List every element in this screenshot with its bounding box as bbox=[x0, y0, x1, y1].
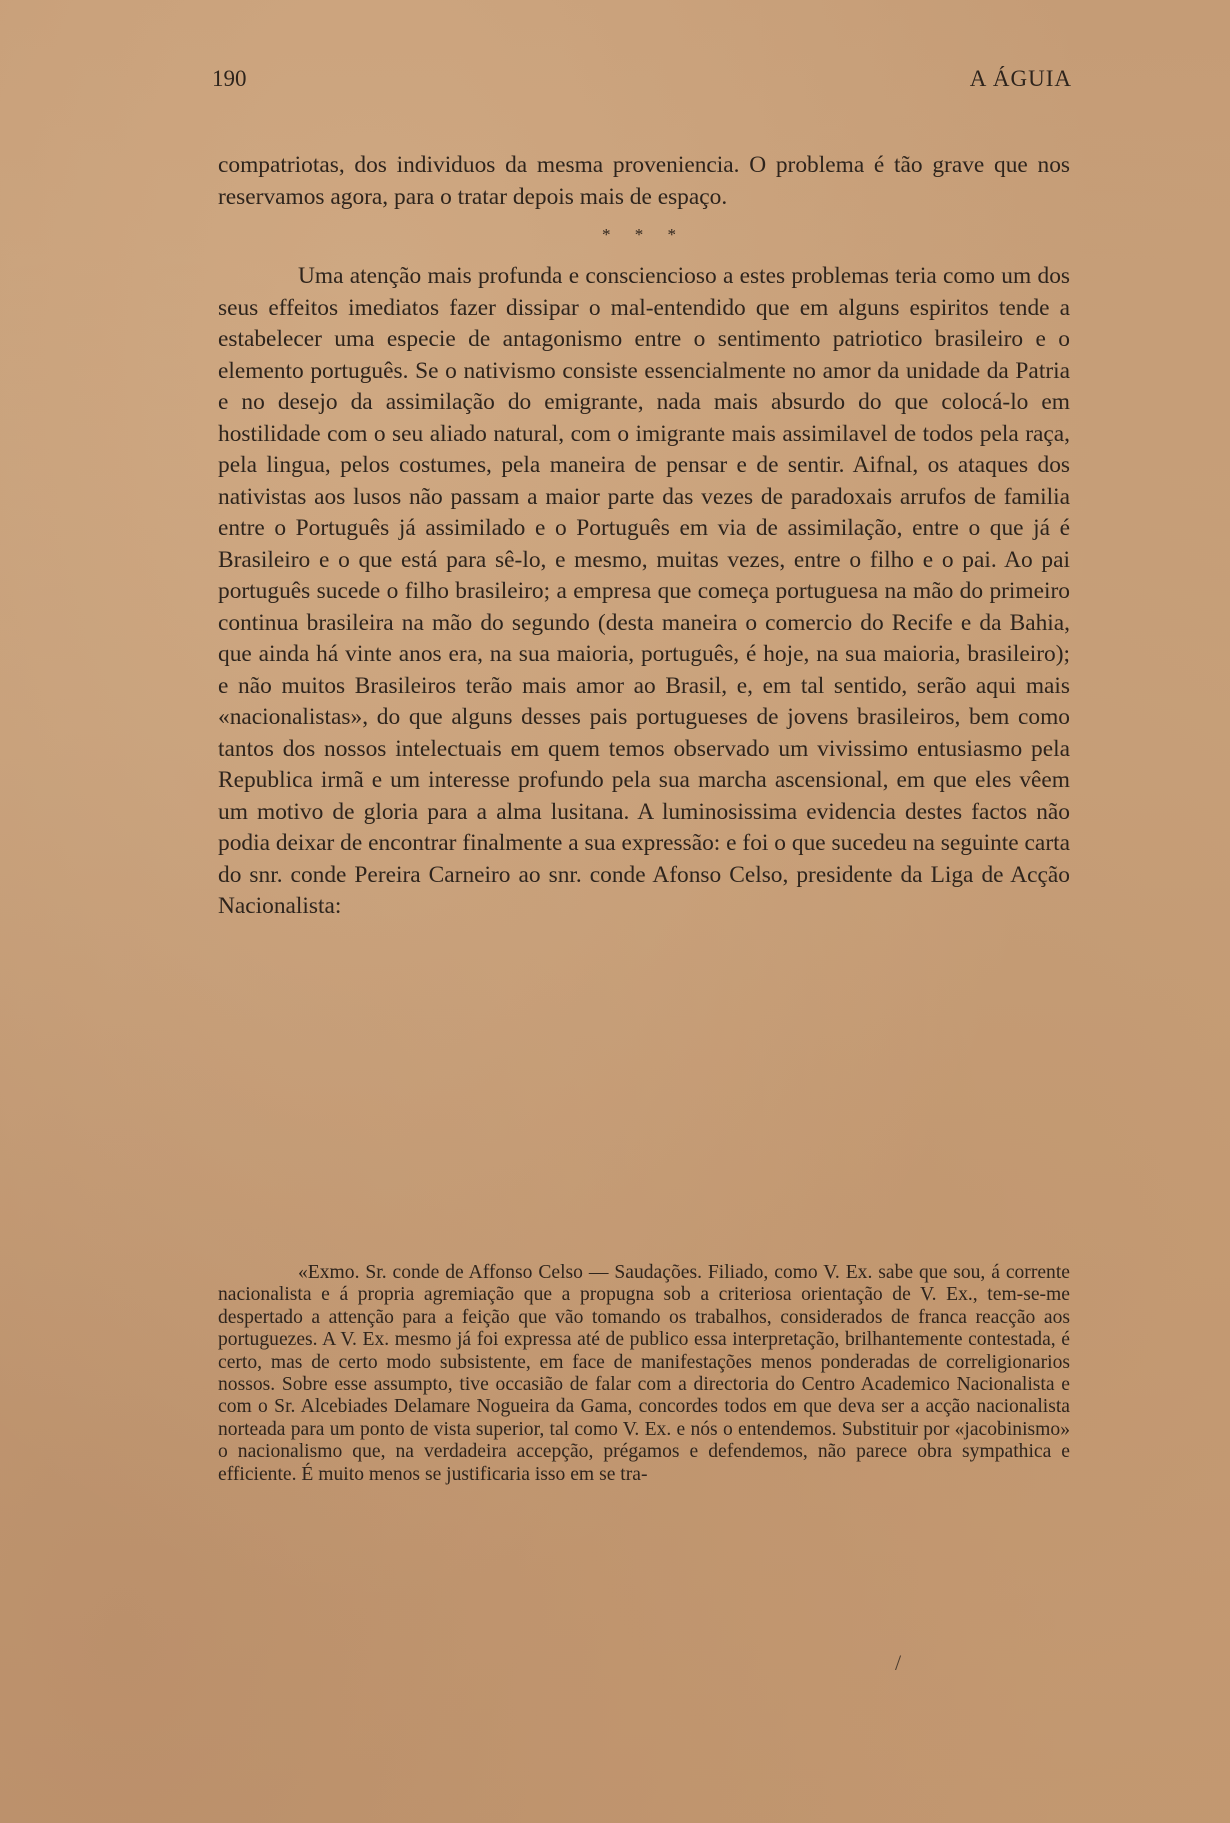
running-title: A ÁGUIA bbox=[969, 66, 1072, 91]
quoted-letter bbox=[218, 1262, 1070, 1486]
section-break: * * * bbox=[602, 225, 686, 244]
page-header bbox=[212, 66, 1072, 100]
body-text bbox=[218, 150, 1070, 923]
page-number: 190 bbox=[212, 66, 247, 91]
main-paragraph: Uma atenção mais profunda e consciencioso a estes problemas teria como um dos seus effeitos imediatos fazer dissipar o mal-entendido que em alguns espiritos tende a estabelecer uma especie de antagonismo entre o sentimento patriotico brasileiro e o elemento português. Se o nativismo consiste essencialmente no amor da unidade da Patria e no desejo da assimilação do emigrante, nada mais absurdo do que colocá-lo em hostilidade com o seu aliado natural, com o imigrante mais assimilavel de todos pela raça, pela lingua, pelos costumes, pela maneira de pensar e de sentir. Aifnal, os ataques dos nativistas aos lusos não passam a maior parte das vezes de paradoxais arrufos de familia entre o Português já assimilado e o Português em via de assimilação, entre o que já é Brasileiro e o que está para sê-lo, e mesmo, muitas vezes, entre o filho e o pai. Ao pai português sucede o filho brasileiro; a empresa que começa portuguesa na mão do primeiro continua brasileira na mão do segundo (desta maneira o comercio do Recife e da Bahia, que ainda há vinte anos era, na sua maioria, português, é hoje, na sua maioria, brasileiro); e não muitos Brasileiros terão mais amor ao Brasil, e, em tal sentido, serão aqui mais «nacionalistas», do que alguns desses pais portugueses de jovens brasileiros, bem como tantos dos nossos intelectuais em quem temos observado um vivissimo entusiasmo pela Republica irmã e um interesse profundo pela sua marcha ascensional, em que eles vêem um motivo de gloria para a alma lusitana. A luminosissima evidencia destes factos não podia deixar de encontrar finalmente a sua expressão: e foi o que sucedeu na seguinte carta do snr. conde Pereira Carneiro ao snr. conde Afonso Celso, presidente da Liga de Acção Nacionalista: bbox=[218, 263, 1070, 919]
bottom-mark: / bbox=[895, 1650, 902, 1675]
letter-paragraph: «Exmo. Sr. conde de Affonso Celso — Saudações. Filiado, como V. Ex. sabe que sou, á corrente nacionalista e á propria agremiação que a propugna sob a criteriosa orientação de V. Ex., tem-se-me despertado a attenção para a feição que vão tomando os trabalhos, considerados de franca reacção aos portuguezes. A V. Ex. mesmo já foi expressa até de publico essa interpretação, brilhantemente contestada, é certo, mas de certo modo subsistente, em face de manifestações menos ponderadas de correligionarios nossos. Sobre esse assumpto, tive occasião de falar com a directoria do Centro Academico Nacionalista e com o Sr. Alcebiades Delamare Nogueira da Gama, concordes todos em que deva ser a acção nacionalista norteada para um ponto de vista superior, tal como V. Ex. e nós o entendemos. Substituir por «jacobinismo» o nacionalismo que, na verdadeira accepção, prégamos e defendemos, não parece obra sympathica e efficiente. É muito menos se justificaria isso em se tra- bbox=[218, 1262, 1070, 1485]
opening-paragraph: compatriotas, dos individuos da mesma proveniencia. O problema é tão grave que nos reservamos agora, para o tratar depois mais de espaço. bbox=[218, 152, 1070, 210]
